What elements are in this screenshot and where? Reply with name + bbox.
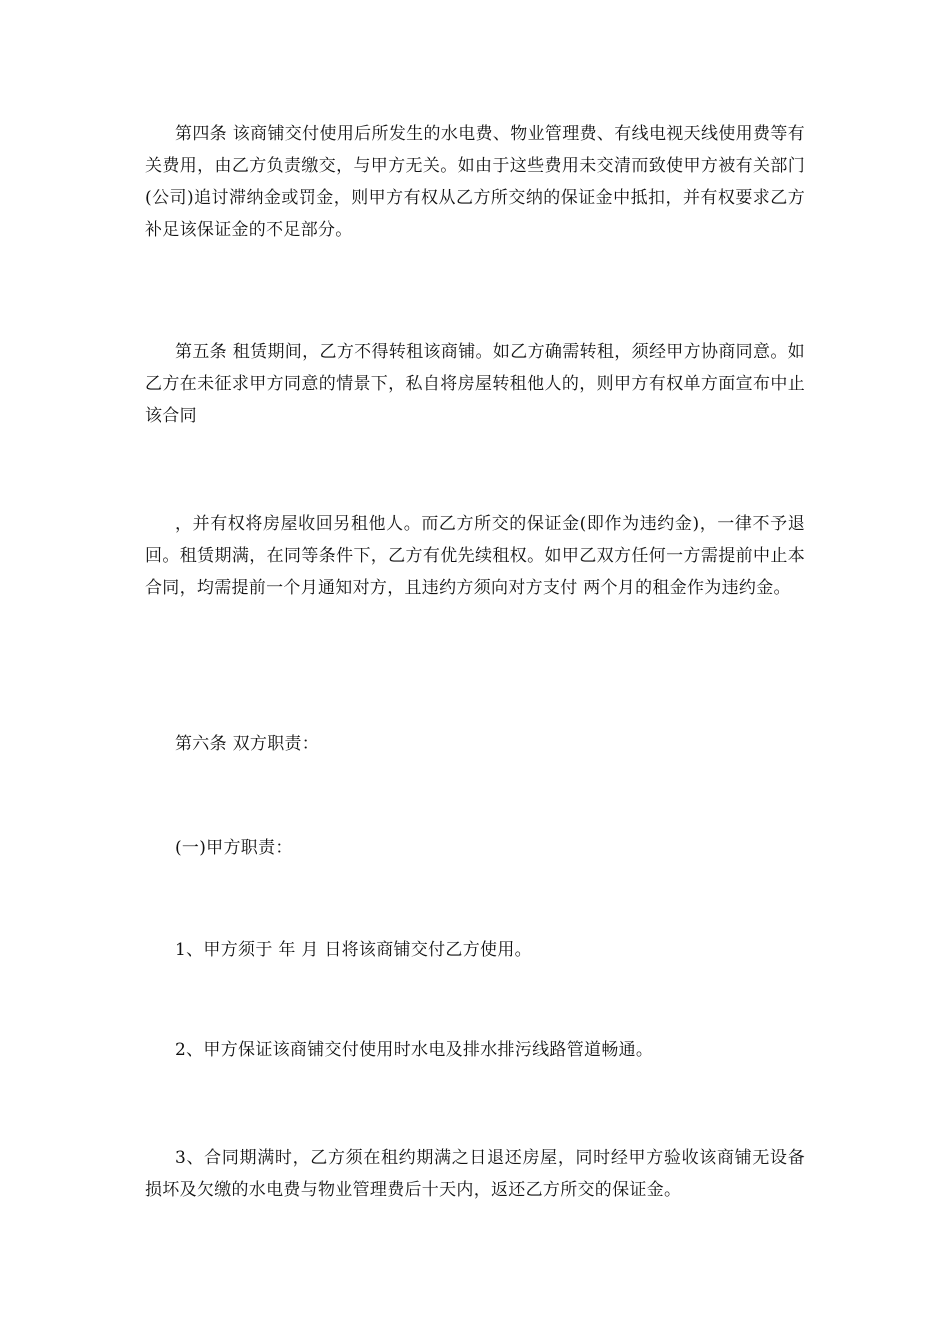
party-a-duties-heading: (一)甲方职责： bbox=[175, 838, 293, 858]
duty-item-3: 3、合同期满时，乙方须在租约期满之日退还房屋，同时经甲方验收该商铺无设备损坏及欠缴的水电费与物业管理费后十天内，返还乙方所交的保证金。 bbox=[145, 1148, 805, 1200]
clause-5-continuation-paragraph: ，并有权将房屋收回另租他人。而乙方所交的保证金(即作为违约金)，一律不予退回。租赁期满，在同等条件下，乙方有优先续租权。如甲乙双方任何一方需提前中止本合同，均需提前一个月通知对方，且违约方须向对方支付 两个月的租金作为违约金。 bbox=[145, 514, 805, 598]
clause-4-paragraph: 第四条 该商铺交付使用后所发生的水电费、物业管理费、有线电视天线使用费等有关费用，由乙方负责缴交，与甲方无关。如由于这些费用未交清而致使甲方被有关部门(公司)追讨滞纳金或罚金，则甲方有权从乙方所交纳的保证金中抵扣，并有权要求乙方补足该保证金的不足部分。 bbox=[145, 124, 805, 240]
clause-6-heading: 第六条 双方职责： bbox=[175, 734, 320, 754]
duty-item-2: 2、甲方保证该商铺交付使用时水电及排水排污线路管道畅通。 bbox=[175, 1040, 654, 1060]
duty-item-1: 1、甲方须于 年 月 日将该商铺交付乙方使用。 bbox=[175, 940, 532, 960]
clause-5-paragraph: 第五条 租赁期间，乙方不得转租该商铺。如乙方确需转租，须经甲方协商同意。如乙方在未征求甲方同意的情景下，私自将房屋转租他人的，则甲方有权单方面宣布中止该合同 bbox=[145, 342, 805, 426]
